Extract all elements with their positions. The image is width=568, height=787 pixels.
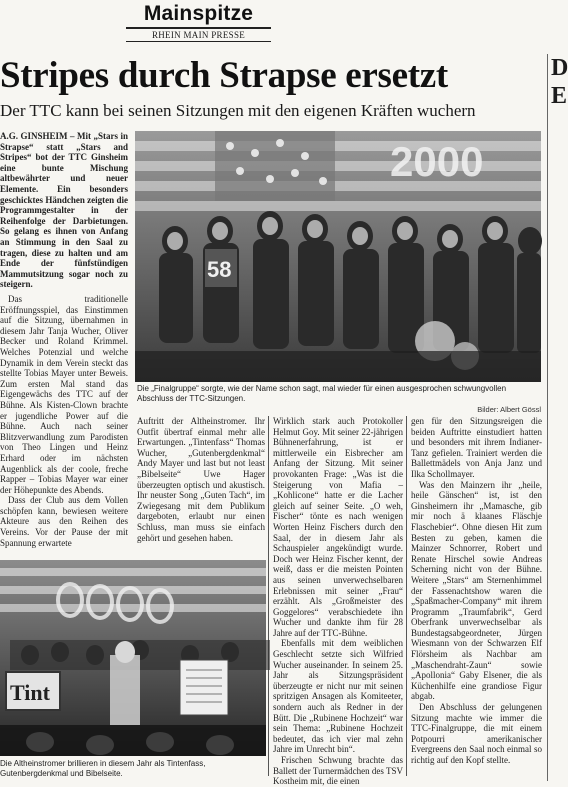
col4-paragraph: Den Abschluss der gelungenen Sitzung machte wie immer die TTC-Finalgruppe, die mit einem Potpourri amerikanischer Evergreens den Saal noch einmal so richtig auf den Kopf stellte. [411, 702, 542, 765]
col3-paragraph: Ebenfalls mit dem weiblichen Geschlecht setzte sich Wilfried Wucher auseinander. In seinem 25. Jahr als Sitzungspräsident überzeugte er nicht nur mit seinen spritzigen Ansagen als Komiteeter, sondern auch als Redner in der Bütt. Die „Rubinene Hochzeit“ war sein Thema: „Rubinene Hochzeit bedeutet, das ich vier mal zehn Jahre im Unrecht bin“. [273, 638, 403, 755]
adjacent-headline-fragment-2: E [551, 83, 568, 109]
col2-paragraph: Auftritt der Altheinstromer. Ihr Outfit übertraf einmal mehr alle Erwartungen. „Tintenfass“ Thomas Wucher, „Gutenbergdenkmal“ Andy Mayer und last but not least „Bibelseite“ Uwe Hager überzeugten optisch und akustisch. Ihr neuster Song „Guten Tach“, im Zwiegesang mit dem Publikum dargeboten, erlaubt nur einen Schluss, man muss sie einfach gehört und gesehen haben. [137, 416, 265, 543]
photo1-caption: Die „Finalgruppe“ sorgte, wie der Name schon sagt, mal wieder für einen ausgesprochen schwungvollen Abschluss der TTC-Sitzungen. [137, 384, 507, 403]
article-headline: Stripes durch Strapse ersetzt [0, 55, 448, 96]
lead-text: A.G. GINSHEIM – Mit „Stars in Strapse“ statt „Stars and Stripes“ bot der TTC Ginsheim eine bunte Mischung altbewährter und neuer Elemente. Ein besonders geschicktes Händchen zeigten die Programmgestalter in der Reihenfolge der Darbietungen. So gelang es ihnen von Anfang an Stimmung in den Saal zu tragen, diese zu halten und am Ende der fünfstündigen Mammutsitzung sogar noch zu steigern. [0, 131, 128, 290]
article-subheadline: Der TTC kann bei seinen Sitzungen mit den eigenen Kräften wuchern [0, 101, 476, 120]
photo-altheinstromer [0, 560, 266, 756]
column-divider [406, 416, 407, 776]
column-3 [273, 416, 403, 787]
column-1 [0, 294, 128, 556]
photo-credit: Bilder: Albert Gössl [477, 405, 541, 414]
masthead [126, 2, 271, 42]
col1-paragraph: Dass der Club aus dem Vollen schöpfen kann, bewiesen weitere Akteure aus den Reihen des Vereins. Vor der Pause der mit Spannung erwartete [0, 495, 128, 548]
col1-paragraph: Das traditionelle Eröffnungsspiel, das Einstimmen auf die Sitzung, übernahmen in diesem Jahr Tanja Wucher, Oliver Becker und Roland Krimmel. Welches Potenzial und welche Dynamik in dem Verein steckt das stellte Tobias Mayer unter Beweis. Zum ersten Mal stand das Eigengewächs des TTC auf der Bühne. Als Kisten-Clown brachte er jugendliche Power auf die Bühne. Auch nach seiner Blitzverwandlung zum Parodisten von Theo Lingen und Heinz Erhard oder im nächsten Augenblick als der coole, freche Rapper – Tobias Mayer war einer der Höhepunkte des Abends. [0, 294, 128, 495]
photo1-jersey-number: 58 [207, 257, 232, 282]
masthead-subtitle: RHEIN MAIN PRESSE [126, 29, 271, 42]
col4-paragraph: Was den Mainzern ihr „heile, heile Gänschen“ ist, ist den Ginsheimern ihr „Mamasche, gib mir noch ä klaanes Fläschje Flaschebier“. Ohne diesen Hit zum Besten zu geben, kamen die Mainzer Schnorrer, Robert und Renate Hirschel sowie Andreas Scherning nicht von der Bühne. Weitere „Stars“ am Sternenhimmel der Fassenachtshow waren die „Spaßmacher-Company“ mit ihrem Programm „Traumfabrik“, Gerd Oberfrank unverwechselbar als Bundestagsabgeordneter, Jürgen Wiesmann von der Schwarzen Elf Flörsheim als Nachbar am „Maschendraht-Zaun“ sowie „Apollonia“ Gaby Elsener, die als Küchenhilfe eine grandiose Figur abgab. [411, 479, 542, 702]
adjacent-headline-fragment-1: D [551, 55, 568, 81]
masthead-name: Mainspitze [143, 2, 254, 25]
column-divider [268, 416, 269, 776]
photo-finalgruppe [135, 131, 541, 382]
column-4 [411, 416, 542, 781]
col4-paragraph: gen für den Sitzungsreigen die beiden Auftritte einstudiert hatten und besonders mit ihrem Indianer-Tanz gefielen. Trainiert werden die Ballettmädels von Anja Janz und Ilka Schollmayer. [411, 416, 542, 479]
adjacent-article-strip [547, 54, 568, 781]
photo1-banner-text: 2000 [390, 138, 484, 185]
photo-finalgruppe-image [135, 131, 541, 382]
photo2-caption: Die Altheinstromer brillieren in diesem Jahr als Tintenfass, Gutenbergdenkmal und Bibelseite. [0, 759, 206, 778]
column-2 [137, 416, 265, 556]
col3-paragraph: Wirklich stark auch Protokoller Helmut Goy. Mit seiner 22-jährigen Bühnenerfahrung, ist er mittlerweile ein Eisbrecher am Anfang der Sitzung. Mit seiner provokanten Frage: „Was ist die Steigerung von Mafia – „Kohlicone“ hatte er die Lacher gleich auf seiner Seite. „O weh, Fischer“ tönte es nach wenigen Worten Heinz Fischers durch den Saal, der in diesem Jahr als Schauspieler angekündigt wurde. Doch wer Heinz Fischer kennt, der weiß, dass er die meisten Pointen aus seinen unverwechselbaren Erlebnissen mit seiner „Frau“ erzählt. Als „Großmeister des Goggelores“ verabschiedete ihn Wucher und dankte ihm für 28 Jahre auf der TTC-Bühne. [273, 416, 403, 638]
photo-altheinstromer-image [0, 560, 266, 756]
photo2-sign-text: Tint [10, 680, 50, 705]
lead-paragraph [0, 131, 128, 293]
col3-paragraph: Frischen Schwung brachte das Ballett der Turnermädchen des TSV Kostheim mit, die einen [273, 755, 403, 787]
